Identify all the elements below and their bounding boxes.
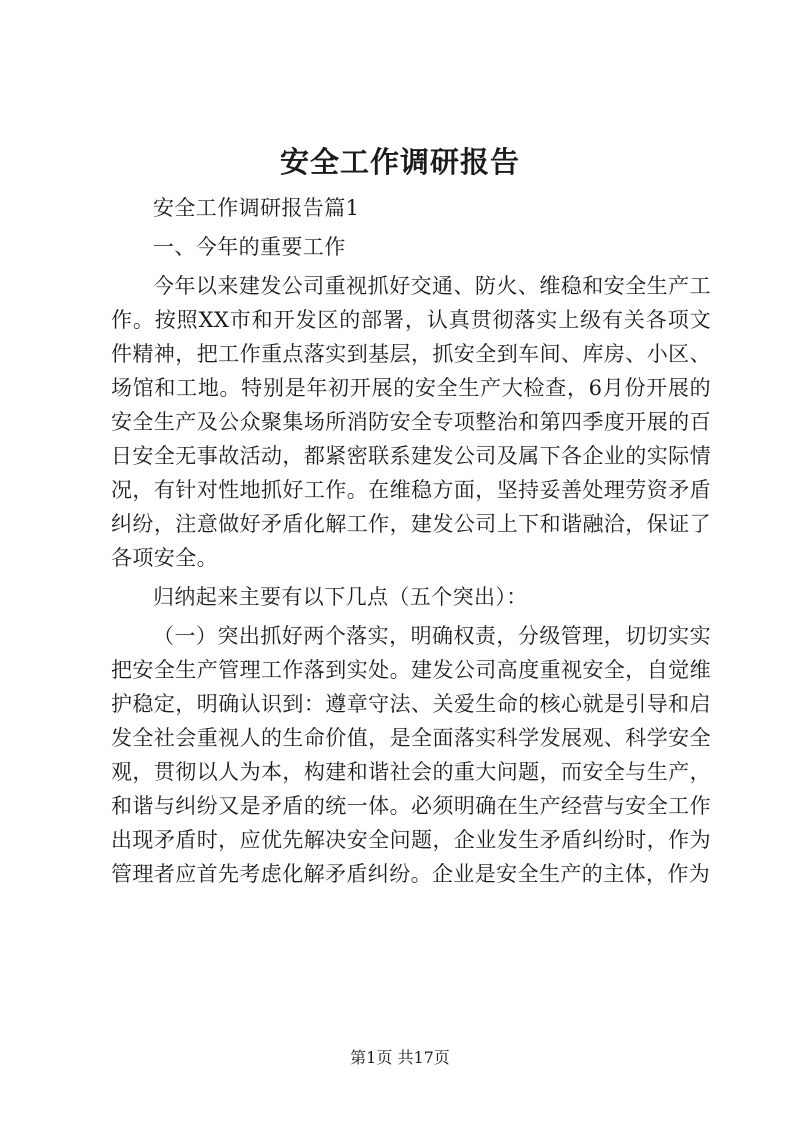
document-body: [111, 191, 711, 896]
paragraph-section-heading: 安全工作调研报告篇1: [153, 196, 360, 220]
paragraph-body: 今年以来建发公司重视抓好交通、防火、维稳和安全生产工作。按照XX市和开发区的部署，认真贯彻落实上级有关各项文件精神，把工作重点落实到基层，抓安全到车间、库房、小区、场馆和工地。特别是年初开展的安全生产大检查，6月份开展的安全生产及公众聚集场所消防安全专项整治和第四季度开展的百日安全无事故活动，都紧密联系建发公司及属下各企业的实际情况，有针对性地抓好工作。在维稳方面，坚持妥善处理劳资矛盾纠纷，注意做好矛盾化解工作，建发公司上下和谐融洽，保证了各项安全。: [111, 274, 711, 570]
paragraph-summary-heading: 归纳起来主要有以下几点（五个突出）：: [153, 585, 528, 609]
paragraph-body: （一）突出抓好两个落实，明确权责，分级管理，切切实实把安全生产管理工作落到实处。建发公司高度重视安全，自觉维护稳定，明确认识到：遵章守法、关爱生命的核心就是引导和启发全社会重视人的生命价值，是全面落实科学发展观、科学安全观，贯彻以人为本，构建和谐社会的重大问题，而安全与生产，和谐与纠纷又是矛盾的统一体。必须明确在生产经营与安全工作出现矛盾时，应优先解决安全问题，企业发生矛盾纠纷时，作为管理者应首先考虑化解矛盾纠纷。企业是安全生产的主体，作为: [111, 624, 711, 886]
page-footer: 第1页 共17页: [350, 1048, 450, 1067]
paragraph-subheading: 一、今年的重要工作: [153, 235, 346, 259]
document-title: 安全工作调研报告: [279, 145, 520, 179]
